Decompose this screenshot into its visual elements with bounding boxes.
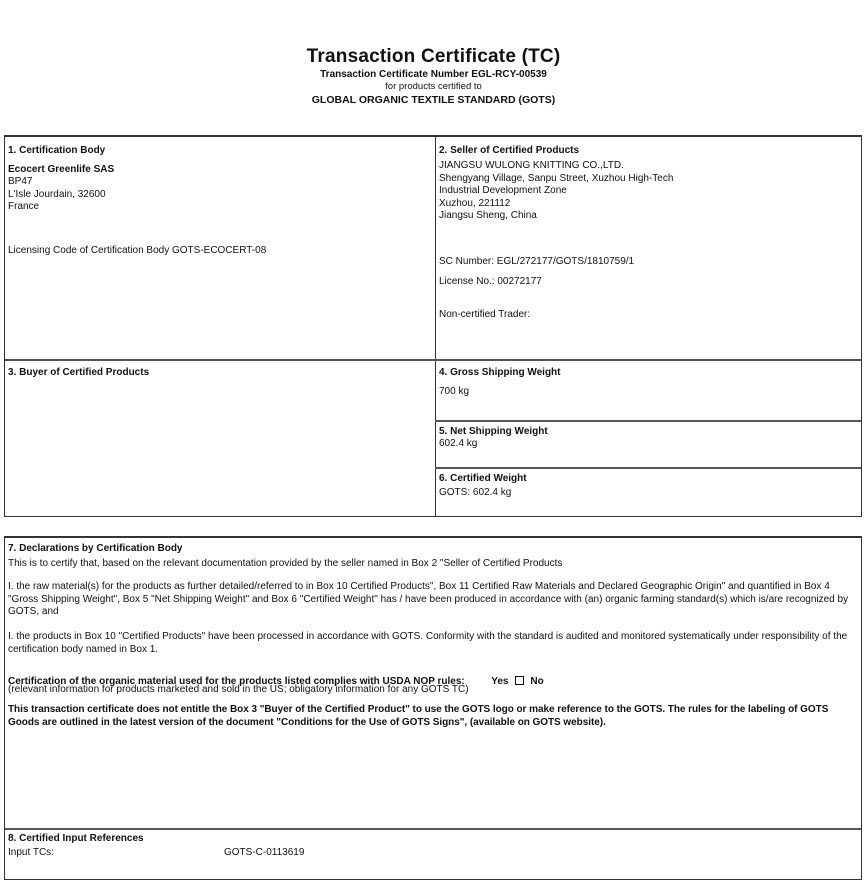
address-line: Xuzhou, 221112 [439,197,511,209]
box-certification-body [5,141,435,260]
box-buyer [5,363,435,382]
standard-name: GLOBAL ORGANIC TEXTILE STANDARD (GOTS) [311,94,556,106]
address-line: Shengyang Village, Sanpu Street, Xuzhou High-Tech [439,172,674,184]
certification-body-name: Ecocert Greenlife SAS [8,164,115,175]
box5-label: 5. Net Shipping Weight [439,426,548,437]
box3-label: 3. Buyer of Certified Products [8,367,150,378]
address-line: L'Isle Jourdain, 32600 [8,188,106,200]
net-weight-value: 602.4 kg [439,438,478,449]
address-line: BP47 [8,176,33,187]
address-line: Jiangsu Sheng, China [439,210,537,221]
box4-label: 4. Gross Shipping Weight [439,367,561,378]
declaration-point-1: I. the raw material(s) for the products as further detailed/referred to in Box 10 Certified Products", Box 11 Certified Raw Materials and Declared Geographic Origin" and quantified in Box 4 "Gross Shipping Weight", Box 5 "Net Shipping Weight" and Box 6 "Certified Weight" has / have been produced in accordance with (an) organic farming standard(s) which is/are recognized by GOTS, and [8,581,849,617]
input-tcs-value: GOTS-C-0113619 [224,847,305,858]
box-seller [436,141,861,324]
row-divider [5,359,435,361]
declaration-intro: This is to certify that, based on the relevant documentation provided by the seller named in Box 2 "Seller of Certified Products [8,558,563,569]
usda-yes-label: Yes [491,676,509,687]
row-divider [5,828,861,830]
license-number: License No.: 00272177 [439,276,542,287]
box2-label: 2. Seller of Certified Products [439,145,580,156]
tc-number: Transaction Certificate Number EGL-RCY-00539 [320,69,547,80]
address-line: Industrial Development Zone [439,185,567,196]
usda-statement: Certification of the organic material used for the products listed complies with USDA NOP rules: [8,676,465,687]
sc-number: SC Number: EGL/272177/GOTS/1810759/1 [439,255,635,267]
logo-notice: This transaction certificate does not entitle the Box 3 "Buyer of the Certified Product" to use the GOTS logo or make reference to the GOTS. The rules for the labeling of GOTS Goods are outlined in the latest version of the document "Conditions for the Use of GOTS Signs", (available on GOTS website). [8,704,829,728]
box7-label: 7. Declarations by Certification Body [8,543,183,554]
box-certified-weight [436,469,861,503]
for-products-line: for products certified to [385,81,482,92]
certified-weight-value: GOTS: 602.4 kg [439,487,512,498]
usda-note: (relevant information for products marketed and sold in the US; obligatory information for any GOTS TC) [8,684,469,695]
certificate-header [0,46,867,107]
box8-label: 8. Certified Input References [8,833,144,844]
non-certified-trader: Non-certified Trader: [439,308,531,320]
box-declarations [4,536,862,880]
row-divider [435,359,861,361]
usda-no-label: No [530,676,544,687]
input-tcs-row [8,847,855,860]
gross-weight-value: 700 kg [439,386,470,397]
licensing-code: Licensing Code of Certification Body GOTS-ECOCERT-08 [8,244,267,256]
box-net-weight [436,422,861,454]
box-gross-weight [436,363,861,402]
input-tcs-label: Input TCs: [8,847,54,858]
seller-name: JIANGSU WULONG KNITTING CO.,LTD. [439,160,624,171]
page-title: Transaction Certificate (TC) [306,46,561,67]
declaration-point-2: I. the products in Box 10 "Certified Products" have been processed in accordance with GOTS. Conformity with the standard is audited and monitored systematically under responsibility of the certification body named in Box 1. [8,631,848,655]
address-line: France [8,201,40,212]
box1-label: 1. Certification Body [8,145,106,156]
parties-grid [4,135,862,517]
box6-label: 6. Certified Weight [439,473,527,484]
